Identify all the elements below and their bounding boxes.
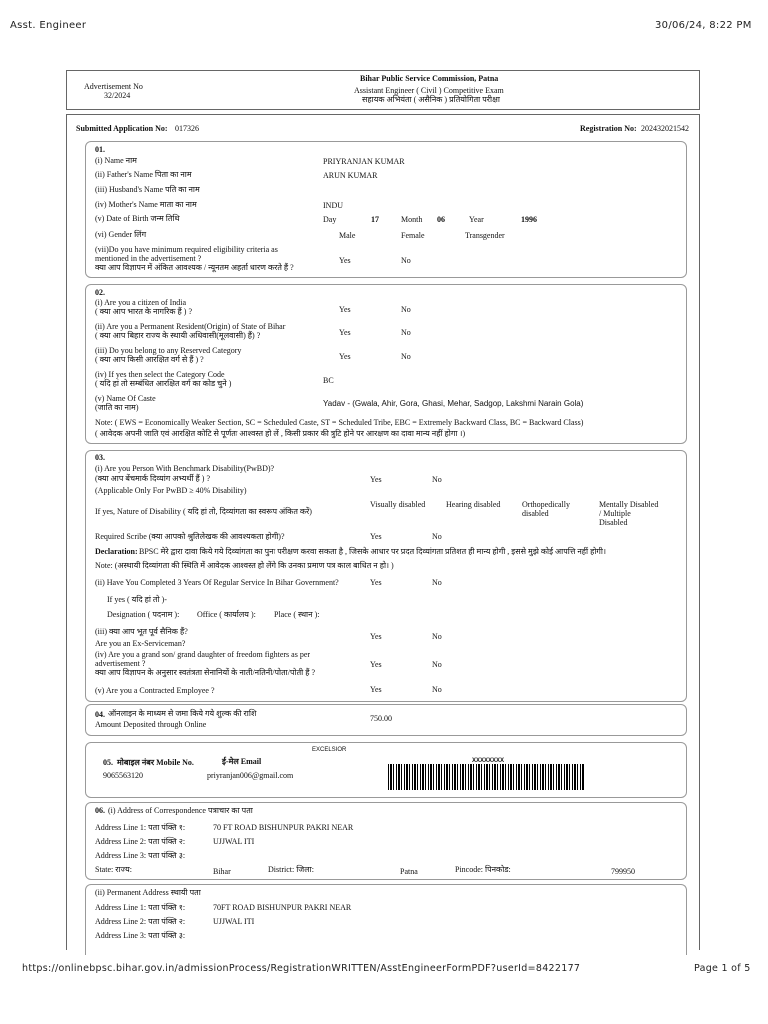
no-option: No <box>401 305 411 314</box>
visually-disabled: Visually disabled <box>370 500 426 509</box>
eligibility-q: mentioned in the advertisement ? <box>95 254 202 263</box>
perm-line1-label: Address Line 1: पता पंक्ति १: <box>95 903 186 912</box>
yes-option: Yes <box>370 660 382 669</box>
section-number: 06. <box>95 806 105 815</box>
page-url[interactable]: https://onlinebpsc.bihar.gov.in/admissionProcess/RegistrationWRITTEN/AsstEngineerFormPDF?userId=8422177 <box>22 963 581 974</box>
yes-option: Yes <box>370 475 382 484</box>
section-number: 03. <box>95 453 105 462</box>
mobile-label: मोबाइल नंबर Mobile No. <box>117 758 194 767</box>
eligibility-q: क्या आप विज्ञापन में अंकित आवश्यक / न्यूनतम अहर्ता धारण करते हैं ? <box>95 263 294 272</box>
no-option: No <box>432 632 442 641</box>
section-number: 01. <box>95 145 105 154</box>
month-value: 06 <box>437 215 445 224</box>
page-number: Page 1 of 5 <box>694 963 751 974</box>
yes-option: Yes <box>339 328 351 337</box>
freedom-fighter-q: क्या आप विज्ञापन के अनुसार स्वतंत्रता सेनानियों के नाती/नतिनी/पोता/पोती हैं ? <box>95 668 316 677</box>
mentally-disabled: Disabled <box>599 518 628 527</box>
reg-no-label: Registration No: <box>580 124 637 133</box>
service-q: (ii) Have You Completed 3 Years Of Regular Service In Bihar Government? <box>95 578 339 587</box>
no-option: No <box>432 685 442 694</box>
eligibility-q: (vii)Do you have minimum required eligibility criteria as <box>95 245 278 254</box>
state-value: Bihar <box>213 867 231 876</box>
day-value: 17 <box>371 215 379 224</box>
declaration-label: Declaration: <box>95 547 138 556</box>
reserved-q: (iii) Do you belong to any Reserved Category <box>95 346 242 355</box>
citizen-q: ( क्या आप भारत के नागरिक हैं ) ? <box>95 307 193 316</box>
ex-serviceman-q: Are you an Ex-Serviceman? <box>95 639 186 648</box>
dob-label: (v) Date of Birth जन्म तिथि <box>95 214 180 223</box>
permanent-label: (ii) Permanent Address स्थायी पता <box>95 888 201 897</box>
adv-label: Advertisement No <box>84 82 143 91</box>
adv-number: 32/2024 <box>104 91 131 100</box>
ortho-disabled: Orthopedically <box>522 500 570 509</box>
pwbd-q: (i) Are you Person With Benchmark Disability(PwBD)? <box>95 464 275 473</box>
reg-no: 202432021542 <box>641 124 689 133</box>
barcode-code: XXXXXXXX <box>472 758 505 764</box>
reserved-q: ( क्या आप किसी आरक्षित वर्ग से हैं ) ? <box>95 355 204 364</box>
category-q: ( यदि हां तो सम्बंधित आरक्षित वर्ग का कोड चुने ) <box>95 379 232 388</box>
mentally-disabled: / Multiple <box>599 509 631 518</box>
district-value: Patna <box>400 867 418 876</box>
no-option: No <box>401 256 411 265</box>
disability-note: Note: (अस्थायी दिव्यांगता की स्थिति में आवेदक आश्वस्त हो लेंगे कि उनका प्रमाण पत्र काल बाधित न हो। ) <box>95 561 394 570</box>
print-datetime: 30/06/24, 8:22 PM <box>655 20 752 31</box>
no-option: No <box>401 352 411 361</box>
name-label: (i) Name नाम <box>95 156 137 165</box>
addr-line3-label: Address Line 3: पता पंक्ति ३: <box>95 851 186 860</box>
state-label: State: राज्य: <box>95 865 133 874</box>
fee-label-hi: ऑनलाइन के माध्यम से जमा किये गये शुल्क की राशि <box>108 709 257 718</box>
caste-value: Yadav - (Gwala, Ahir, Gora, Ghasi, Mehar, Sadgop, Lakshmi Narain Gola) <box>323 399 584 408</box>
gender-male: Male <box>339 231 356 240</box>
pincode-label: Pincode: पिनकोड: <box>455 865 511 874</box>
ex-serviceman-q: (iii) क्या आप भूत पूर्व सैनिक हैं? <box>95 627 188 636</box>
declaration-text: BPSC मेरे द्वारा दावा किये गये दिव्यांगता का पुनः परीक्षण करवा सकता है , जिसके आधार पर प्रदत दिव्यांगता प्रतिशत ही मान्य होगी , इससे मुझे कोई आपत्ति नहीं होगी। <box>139 547 607 556</box>
email-label: ई-मेल Email <box>222 757 262 766</box>
category-note-hi: ( आवेदक अपनी जाति एवं आरक्षित कोटि से पूर्णतः आश्वस्त हो लें , किसी प्रकार की त्रुटि होने पर आरक्षण का दावा मान्य नहीं होगा ।) <box>95 429 466 438</box>
scribe-q: Required Scribe (क्या आपको श्रुतिलेखक की आवश्यकता होगी)? <box>95 532 285 541</box>
perm-line2-label: Address Line 2: पता पंक्ति २: <box>95 917 186 926</box>
yes-option: Yes <box>339 352 351 361</box>
caste-q: (v) Name Of Caste <box>95 394 156 403</box>
year-value: 1996 <box>521 215 537 224</box>
yes-option: Yes <box>339 305 351 314</box>
yes-option: Yes <box>370 578 382 587</box>
barcode-image <box>388 764 584 790</box>
app-no: 017326 <box>175 124 199 133</box>
place-label: Place ( स्थान ): <box>274 610 320 619</box>
resident-q: ( क्या आप बिहार राज्य के स्थायी अधिवासी(मूलवासी) हैं) ? <box>95 331 261 340</box>
freedom-fighter-q: advertisement ? <box>95 659 146 668</box>
exam-title-en: Assistant Engineer ( Civil ) Competitive Exam <box>354 86 504 95</box>
ortho-disabled: disabled <box>522 509 549 518</box>
year-label: Year <box>469 215 484 224</box>
mentally-disabled: Mentally Disabled <box>599 500 659 509</box>
email-value: priyranjan006@gmail.com <box>207 771 294 780</box>
perm-line3-label: Address Line 3: पता पंक्ति ३: <box>95 931 186 940</box>
no-option: No <box>432 660 442 669</box>
barcode-label: EXCELSIOR <box>312 747 347 753</box>
office-label: Office ( कार्यालय ): <box>197 610 256 619</box>
mother-label: (iv) Mother's Name माता का नाम <box>95 200 197 209</box>
yes-option: Yes <box>370 685 382 694</box>
perm-line2-value: UJJWAL ITI <box>213 917 255 926</box>
pwbd-q: (क्या आप बेंचमार्क दिव्यांग अभ्यर्थी हैं ) ? <box>95 474 211 483</box>
section-contact <box>85 742 687 798</box>
designation-label: Designation ( पदनाम ): <box>107 610 180 619</box>
no-option: No <box>432 532 442 541</box>
addr-line1-label: Address Line 1: पता पंक्ति १: <box>95 823 186 832</box>
month-label: Month <box>401 215 423 224</box>
citizen-q: (i) Are you a citizen of India <box>95 298 187 307</box>
addr-line1-value: 70 FT ROAD BISHUNPUR PAKRI NEAR <box>213 823 354 832</box>
hearing-disabled: Hearing disabled <box>446 500 501 509</box>
fee-amount: 750.00 <box>370 714 392 723</box>
yes-option: Yes <box>339 256 351 265</box>
caste-q: (जाति का नाम) <box>95 403 139 412</box>
contract-q: (v) Are you a Contracted Employee ? <box>95 686 215 695</box>
gender-label: (vi) Gender लिंग <box>95 230 147 239</box>
fee-label: Amount Deposited through Online <box>95 720 207 729</box>
no-option: No <box>432 578 442 587</box>
category-value: BC <box>323 376 334 385</box>
no-option: No <box>401 328 411 337</box>
section-number: 02. <box>95 288 105 297</box>
gender-transgender: Transgender <box>465 231 505 240</box>
yes-option: Yes <box>370 632 382 641</box>
section-number: 04. <box>95 710 105 719</box>
addr-line2-label: Address Line 2: पता पंक्ति २: <box>95 837 186 846</box>
yes-option: Yes <box>370 532 382 541</box>
day-label: Day <box>323 215 337 224</box>
correspondence-label: (i) Address of Correspondence पत्राचार का पता <box>108 806 253 815</box>
mobile-value: 9065563120 <box>103 771 143 780</box>
mother-value: INDU <box>323 201 343 210</box>
name-value: PRIYRANJAN KUMAR <box>323 157 405 166</box>
category-q: (iv) If yes then select the Category Code <box>95 370 225 379</box>
pwbd-q: (Applicable Only For PwBD ≥ 40% Disability) <box>95 486 247 495</box>
pincode-value: 799950 <box>611 867 635 876</box>
father-value: ARUN KUMAR <box>323 171 378 180</box>
section-number: 05. <box>103 758 113 767</box>
resident-q: (ii) Are you a Permanent Resident(Origin) of State of Bihar <box>95 322 286 331</box>
freedom-fighter-q: (iv) Are you a grand son/ grand daughter of freedom fighters as per <box>95 650 311 659</box>
husband-label: (iii) Husband's Name पति का नाम <box>95 185 200 194</box>
addr-line2-value: UJJWAL ITI <box>213 837 255 846</box>
category-note: Note: ( EWS = Economically Weaker Section, SC = Scheduled Caste, ST = Scheduled Tribe, EBC = Extremely Backward Class, BC = Backward Class) <box>95 418 584 427</box>
district-label: District: जिला: <box>268 865 314 874</box>
browser-tab-title: Asst. Engineer <box>10 20 87 31</box>
gender-female: Female <box>401 231 425 240</box>
org-name: Bihar Public Service Commission, Patna <box>360 74 499 83</box>
perm-line1-value: 70FT ROAD BISHUNPUR PAKRI NEAR <box>213 903 352 912</box>
app-no-label: Submitted Application No: <box>76 124 168 133</box>
disability-nature-q: If yes, Nature of Disability ( यदि हां तो, दिव्यांगता का स्वरूप अंकित करें) <box>95 507 312 516</box>
father-label: (ii) Father's Name पिता का नाम <box>95 170 192 179</box>
if-yes-label: If yes ( यदि हां तो )- <box>107 595 167 604</box>
no-option: No <box>432 475 442 484</box>
exam-title-hi: सहायक अभियंता ( असैनिक ) प्रतियोगिता परीक्षा <box>362 95 500 104</box>
